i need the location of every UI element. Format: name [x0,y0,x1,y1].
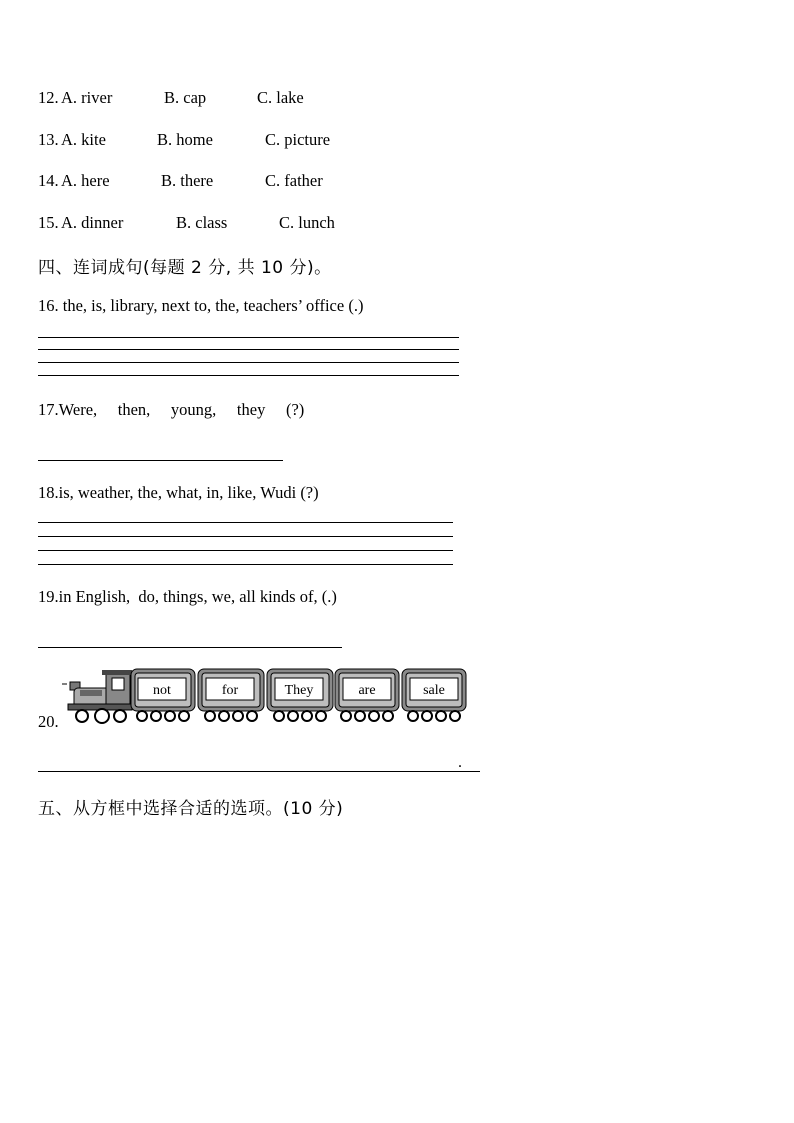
answer-line [38,337,459,338]
answer-line [38,375,459,376]
answer-line [38,460,283,461]
answer-line [38,771,480,772]
answer-line [38,647,342,648]
option-b: B. there [161,171,214,190]
question-16: 16. the, is, library, next to, the, teachers’ office (.) [38,296,364,315]
answer-line [38,550,453,551]
option-c: C. picture [265,130,331,149]
train-car-4 [335,669,399,721]
option-a: A. river [61,88,113,107]
option-b: B. home [157,130,213,149]
section-heading: 五、从方框中选择合适的选项。(10 分) [38,799,344,819]
option-c: C. lunch [279,213,335,232]
train-car-5 [402,669,466,721]
train-car-word: They [284,683,314,698]
option-b: B. class [176,213,228,232]
train-car-1 [131,669,195,721]
answer-line [38,362,459,363]
question-number: 14. [38,171,59,190]
question-20-number: 20. [38,712,59,731]
sentence-period: . [458,754,462,771]
train-illustration [62,668,472,728]
train-car-3 [267,669,333,721]
train-car-word: for [221,683,239,698]
train-car-2 [198,669,264,721]
option-a: A. kite [61,130,106,149]
locomotive-icon [62,670,132,723]
answer-line [38,522,453,523]
answer-line [38,349,459,350]
question-19: 19.in English, do, things, we, all kinds of, (.) [38,587,337,606]
train-car-word: sale [423,683,445,698]
option-a: A. here [61,171,110,190]
question-number: 15. [38,213,59,232]
option-b: B. cap [164,88,207,107]
question-17: 17.Were, then, young, they (?) [38,400,305,419]
train-car-word: not [153,683,171,698]
question-number: 12. [38,88,59,107]
option-c: C. father [265,171,323,190]
question-number: 13. [38,130,59,149]
option-c: C. lake [257,88,304,107]
section-heading: 四、连词成句(每题 2 分, 共 10 分)。 [38,258,332,278]
option-a: A. dinner [61,213,124,232]
question-18: 18.is, weather, the, what, in, like, Wudi (?) [38,483,319,502]
answer-line [38,564,453,565]
answer-line [38,536,453,537]
train-car-word: are [358,683,376,698]
